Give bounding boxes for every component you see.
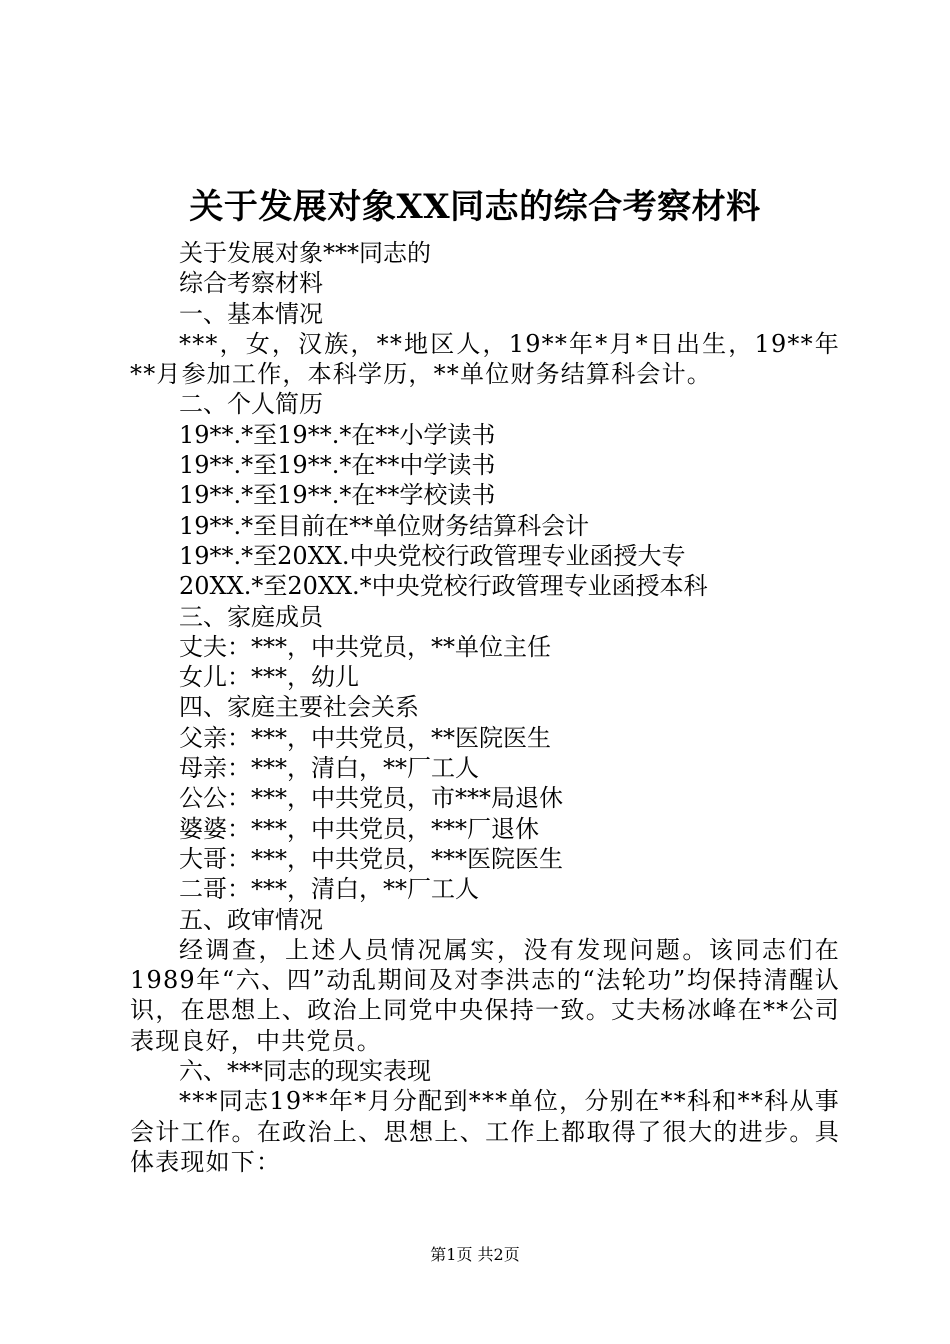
resume-entry: 19**.*至目前在**单位财务结算科会计 (179, 511, 590, 540)
resume-entry: 19**.*至19**.*在**小学读书 (179, 420, 496, 449)
subtitle-line-1: 关于发展对象***同志的 (179, 239, 431, 267)
relation-entry: 父亲：***，中共党员，**医院医生 (179, 723, 551, 752)
relation-entry: 二哥：***，清白，**厂工人 (179, 875, 479, 904)
page-footer: 第1页 共2页 (430, 1245, 520, 1264)
section-heading-political-review: 五、政审情况 (179, 905, 323, 934)
relation-entry: 母亲：***，清白，**厂工人 (179, 754, 479, 783)
paragraph-performance: ***同志19**年*月分配到***单位，分别在**科和**科从事会计工作。在政治上、思想上、工作上都取得了很大的进步。具体表现如下： (130, 1087, 840, 1176)
relation-entry: 公公：***，中共党员，市***局退休 (179, 784, 563, 813)
resume-entry: 19**.*至19**.*在**学校读书 (179, 481, 496, 510)
family-member: 女儿：***，幼儿 (179, 663, 359, 692)
document-title: 关于发展对象XX同志的综合考察材料 (189, 187, 761, 227)
section-heading-resume: 二、个人简历 (179, 390, 323, 419)
section-heading-family: 三、家庭成员 (179, 602, 323, 631)
document-body (130, 238, 840, 1177)
resume-entry: 20XX.*至20XX.*中央党校行政管理专业函授本科 (179, 572, 708, 601)
paragraph-basic-info: ***，女，汉族，**地区人，19**年*月*日出生，19**年**月参加工作，本科学历，**单位财务结算科会计。 (130, 329, 840, 389)
subtitle-line-2: 综合考察材料 (179, 269, 323, 298)
family-member: 丈夫：***，中共党员，**单位主任 (179, 632, 551, 661)
paragraph-political-review: 经调查，上述人员情况属实，没有发现问题。该同志们在1989年“六、四”动乱期间及对李洪志的“法轮功”均保持清醒认识，在思想上、政治上同党中央保持一致。丈夫杨冰峰在**公司表现良好，中共党员。 (130, 935, 840, 1055)
resume-entry: 19**.*至19**.*在**中学读书 (179, 451, 496, 480)
section-heading-performance: 六、***同志的现实表现 (179, 1057, 431, 1086)
relation-entry: 婆婆：***，中共党员，***厂退休 (179, 814, 539, 843)
relation-entry: 大哥：***，中共党员，***医院医生 (179, 844, 563, 873)
section-heading-basic-info: 一、基本情况 (179, 299, 323, 328)
section-heading-relations: 四、家庭主要社会关系 (179, 693, 419, 722)
resume-entry: 19**.*至20XX.中央党校行政管理专业函授大专 (179, 541, 686, 570)
